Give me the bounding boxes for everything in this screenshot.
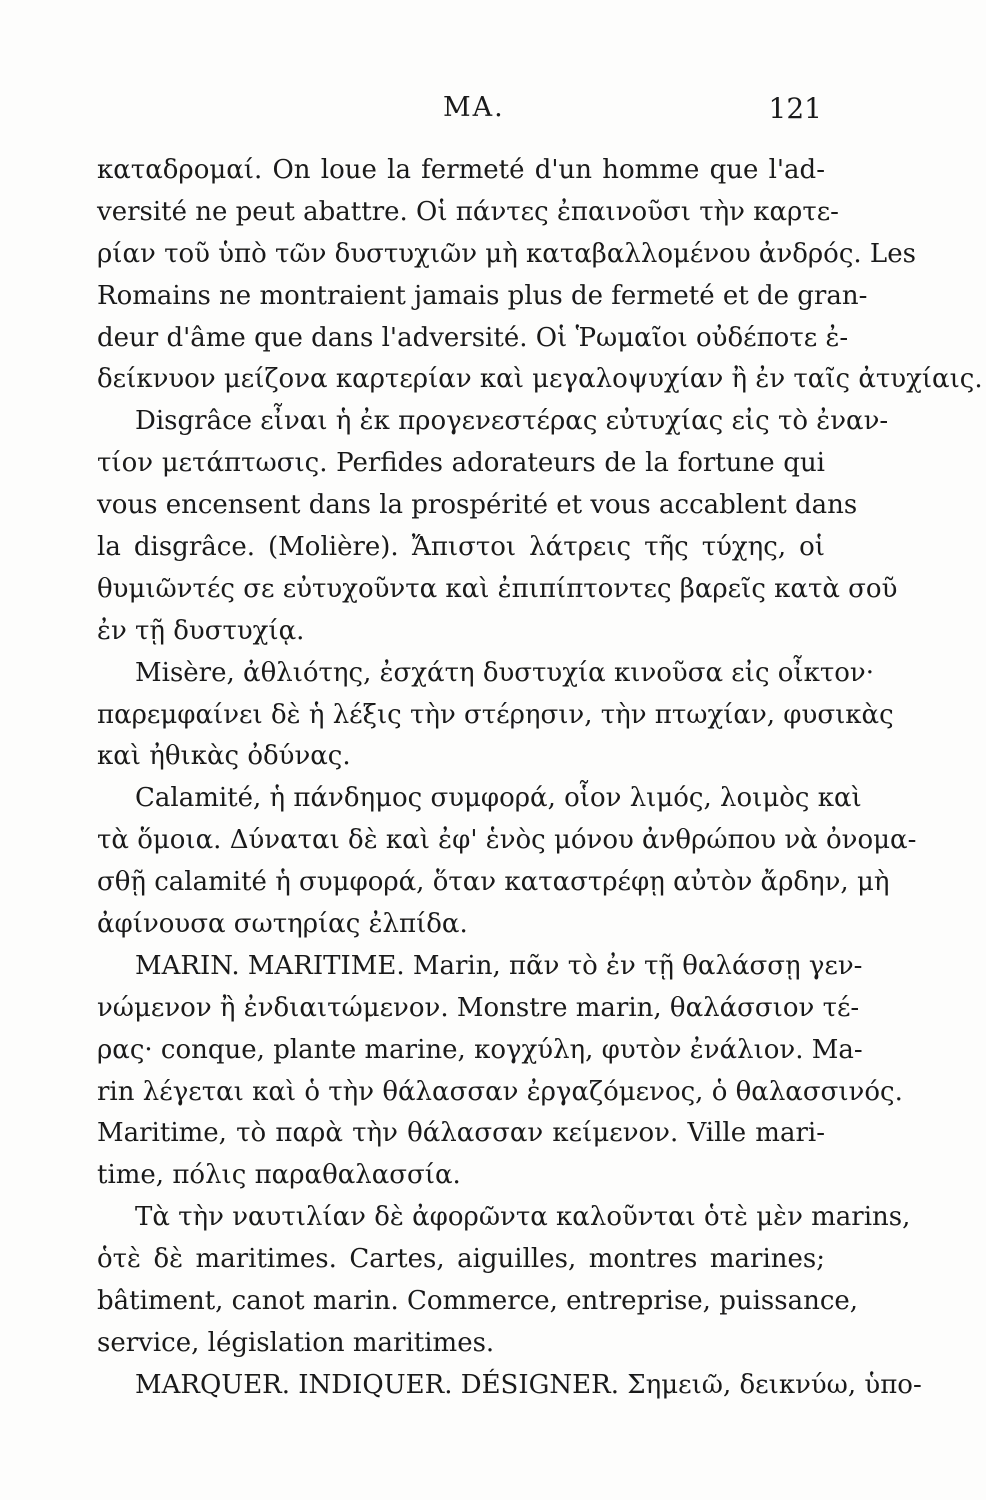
page-number: 121 <box>768 92 822 125</box>
running-head: MA. <box>443 92 505 123</box>
body-text <box>97 150 983 1407</box>
text-line: τὰ ὅμοια. Δύναται δὲ καὶ ἐφ' ἑνὸς μόνου ἀνθρώπου νὰ ὀνομα- <box>97 825 917 856</box>
text-line: δείκνυον μείζονα καρτερίαν καὶ μεγαλοψυχίαν ἢ ἐν ταῖς ἀτυχίαις. <box>97 364 983 395</box>
text-line: τίον μετάπτωσις. Perfides adorateurs de la fortune qui <box>97 448 825 479</box>
text-line: ὁτὲ δὲ maritimes. Cartes, aiguilles, montres marines; <box>97 1244 825 1275</box>
text-line: ρας· conque, plante marine, κογχύλη, φυτὸν ἐνάλιον. Ma- <box>97 1034 863 1065</box>
text-line: time, πόλις παραθαλασσία. <box>97 1160 461 1191</box>
text-line: rin λέγεται καὶ ὁ τὴν θάλασσαν ἐργαζόμενος, ὁ θαλασσινός. <box>97 1076 903 1107</box>
text-line: σθῇ calamité ἡ συμφορά, ὅταν καταστρέφῃ αὐτὸν ἄρδην, μὴ <box>97 867 890 898</box>
text-line: versité ne peut abattre. Οἱ πάντες ἐπαινοῦσι τὴν καρτε- <box>97 196 839 227</box>
text-line: Misère, ἀθλιότης, ἐσχάτη δυστυχία κινοῦσα εἰς οἶκτον· <box>135 657 874 688</box>
text-line: παρεμφαίνει δὲ ἡ λέξις τὴν στέρησιν, τὴν πτωχίαν, φυσικὰς <box>97 699 894 730</box>
text-line: service, législation maritimes. <box>97 1327 495 1358</box>
text-line: Calamité, ἡ πάνδημος συμφορά, οἷον λιμός, λοιμὸς καὶ <box>135 783 862 814</box>
text-line: καὶ ἠθικὰς ὀδύνας. <box>97 741 351 772</box>
text-line: la disgrâce. (Molière). Ἄπιστοι λάτρεις τῆς τύχης, οἱ <box>97 532 825 563</box>
text-line: ρίαν τοῦ ὑπὸ τῶν δυστυχιῶν μὴ καταβαλλομένου ἀνδρός. Les <box>97 238 916 269</box>
text-line: νώμενον ἢ ἐνδιαιτώμενον. Monstre marin, θαλάσσιον τέ- <box>97 992 860 1023</box>
text-line: ἐν τῇ δυστυχίᾳ. <box>97 615 305 646</box>
text-line: Romains ne montraient jamais plus de fermeté et de gran- <box>97 280 868 311</box>
text-line: MARIN. MARITIME. Marin, πᾶν τὸ ἐν τῇ θαλάσσῃ γεν- <box>135 950 863 981</box>
text-line: deur d'âme que dans l'adversité. Οἱ Ῥωμαῖοι οὐδέποτε ἐ- <box>97 322 849 353</box>
text-line: bâtiment, canot marin. Commerce, entreprise, puissance, <box>97 1286 859 1317</box>
page-header <box>0 92 986 132</box>
text-line: καταδρομαί. On loue la fermeté d'un homme que l'ad- <box>97 155 825 185</box>
text-line: Disgrâce εἶναι ἡ ἐκ προγενεστέρας εὐτυχίας εἰς τὸ ἐναν- <box>135 406 889 437</box>
text-line: ἀφίνουσα σωτηρίας ἐλπίδα. <box>97 909 468 940</box>
text-line: Τὰ τὴν ναυτιλίαν δὲ ἀφορῶντα καλοῦνται ὁτὲ μὲν marins, <box>135 1202 911 1233</box>
text-line: vous encensent dans la prospérité et vous accablent dans <box>97 490 858 521</box>
text-line: θυμιῶντές σε εὐτυχοῦντα καὶ ἐπιπίπτοντες βαρεῖς κατὰ σοῦ <box>97 573 898 604</box>
text-line: MARQUER. INDIQUER. DÉSIGNER. Σημειῶ, δεικνύω, ὑπο- <box>135 1369 922 1400</box>
text-line: Maritime, τὸ παρὰ τὴν θάλασσαν κείμενον. Ville mari- <box>97 1118 825 1149</box>
